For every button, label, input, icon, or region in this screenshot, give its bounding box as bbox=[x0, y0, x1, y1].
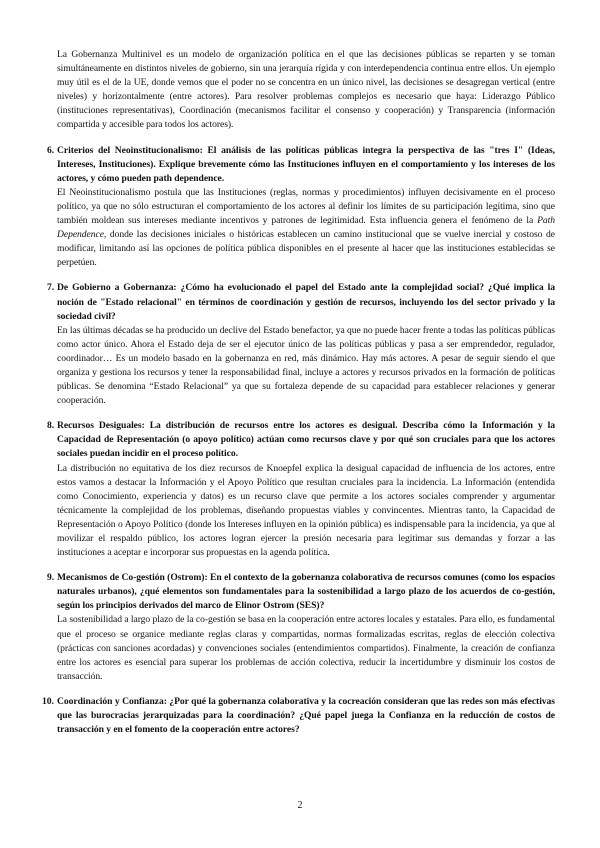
answer-text: , donde las decisiones iniciales o históricas establecen un camino institucional que se vuelve inercial y costoso de modificar, limitando así las opciones de política pública disponibles en el presente al hacer que las instituciones establecidas se perpetúen. bbox=[57, 229, 555, 269]
section-9 bbox=[47, 571, 555, 684]
section-10 bbox=[42, 695, 555, 737]
section-7 bbox=[47, 281, 555, 408]
section-8 bbox=[47, 419, 555, 560]
answer-text: El Neoinstitucionalismo postula que las Instituciones (reglas, normas y procedimientos) influyen decisivamente en el proceso político, ya que no sólo estructuran el comportamiento de los actores al definir los límites de su participación legítima, sino que también moldean sus intereses mediante incentivos y patrones de legitimidad. Esta influencia genera el fenómeno de la bbox=[57, 186, 555, 227]
question-text: De Gobierno a Gobernanza: ¿Cómo ha evolucionado el papel del Estado ante la complejidad social? ¿Qué implica la noción de "Estado relacional" en términos de coordinación y gestión de recursos, incluyendo los del sector privado y la sociedad civil? bbox=[57, 282, 555, 322]
question-number: 7. bbox=[47, 282, 55, 294]
question-7 bbox=[47, 281, 555, 323]
answer-7: En las últimas décadas se ha producido un declive del Estado benefactor, ya que no puede hacer frente a todas las políticas públicas como actor único. Ahora el Estado deja de ser el ejecutor único de las políticas públicas y pasa a ser emprendedor, regulador, coordinador… Es un modelo basado en la gobernanza en red, más dinámico. Hay más actores. A pesar de seguir siendo el que organiza y gestiona los recursos y tener la responsabilidad final, incluye a actores y recursos privados en la formación de políticas públicas. Se denomina “Estado Relacional” ya que su fortaleza depende de su capacidad para establecer relaciones y generar cooperación. bbox=[57, 324, 555, 407]
intro-paragraph: La Gobernanza Multinivel es un modelo de organización política en el que las decisiones públicas se reparten y se toman simultáneamente en distintos niveles de gobierno, sin una jerarquía rígida y con interdependencia continua entre ellos. Un ejemplo muy útil es el de la UE, donde vemos que el poder no se concentra en un único nivel, las decisiones se desagregan vertical (entre niveles) y horizontalmente (entre actores). Para resolver problemas complejos es necesario que haya: Liderazgo Público (instituciones representativas), Coordinación (mecanismos facilitar el consenso y cooperación) y Transparencia (información compartida y accesible para todos los actores). bbox=[57, 49, 555, 131]
answer-6 bbox=[57, 186, 555, 271]
question-6 bbox=[47, 144, 555, 186]
section-6 bbox=[47, 144, 555, 271]
question-10 bbox=[42, 695, 555, 737]
question-number: 10. bbox=[42, 695, 54, 707]
question-8 bbox=[47, 419, 555, 461]
question-text: Coordinación y Confianza: ¿Por qué la gobernanza colaborativa y la cocreación consideran que las redes son más efectivas que las burocracias jerarquizadas para la coordinación? ¿Qué papel juega la Confianza en la reducción de costos de transacción y en el fomento de la cooperación entre actores? bbox=[57, 695, 555, 736]
document-page bbox=[42, 48, 555, 737]
question-text: Mecanismos de Co-gestión (Ostrom): En el contexto de la gobernanza colaborativa de recursos comunes (como los espacios naturales urbanos), ¿qué elementos son fundamentales para la sostenibilidad a largo plazo de los acuerdos de co-gestión, según los principios derivados del marco de Elinor Ostrom (SES)? bbox=[57, 572, 555, 612]
answer-8: La distribución no equitativa de los diez recursos de Knoepfel explica la desigual capacidad de influencia de los actores, entre estos vamos a destacar la Información y el Apoyo Político que resultan cruciales para la incidencia. La Información (entendida como Conocimiento, experiencia y datos) es un recurso clave que permite a los actores sociales comprender y argumentar técnicamente la complejidad de los problemas, diseñando propuestas viables y convincentes. Mientras tanto, la Capacidad de Representación o Apoyo Político (donde los Intereses influyen en la opinión pública) es indispensable para la incidencia, ya que al movilizar el respaldo público, los actores logran ejercer la presión necesaria para legitimar sus demandas y forzar a las instituciones a aceptar e incorporar sus propuestas en la agenda política. bbox=[57, 462, 555, 559]
question-number: 9. bbox=[47, 572, 55, 584]
question-number: 8. bbox=[47, 420, 55, 432]
question-text: Criterios del Neoinstitucionalismo: El análisis de las políticas públicas integra la perspectiva de las "tres I" (Ideas, Intereses, Instituciones). Explique brevemente cómo las Instituciones influyen en el comportamiento y los intereses de los actores, y cómo pueden path dependence. bbox=[57, 144, 555, 184]
question-number: 6. bbox=[47, 144, 55, 156]
page-number: 2 bbox=[297, 800, 303, 811]
answer-emphasis: Path Dependence bbox=[57, 215, 555, 241]
answer-9: La sostenibilidad a largo plazo de la co-gestión se basa en la cooperación entre actores locales y estatales. Para ello, es fundamental que el proceso se organice mediante reglas claras y compartidas, normas formalizadas escritas, reglas de elección colectiva (prácticas con sanciones acordadas) y convenciones sociales (entendimientos compartidos). Finalmente, la creación de confianza entre los actores es esencial para superar los problemas de acción colectiva, reducir la incertidumbre y disminuir los costos de transacción. bbox=[57, 614, 555, 682]
question-9 bbox=[47, 571, 555, 613]
question-text: Recursos Desiguales: La distribución de recursos entre los actores es desigual. Describa cómo la Información y la Capacidad de Representación (o apoyo político) actúan como recursos clave y por qué son cruciales para que los actores sociales puedan incidir en el proceso político. bbox=[57, 420, 555, 460]
